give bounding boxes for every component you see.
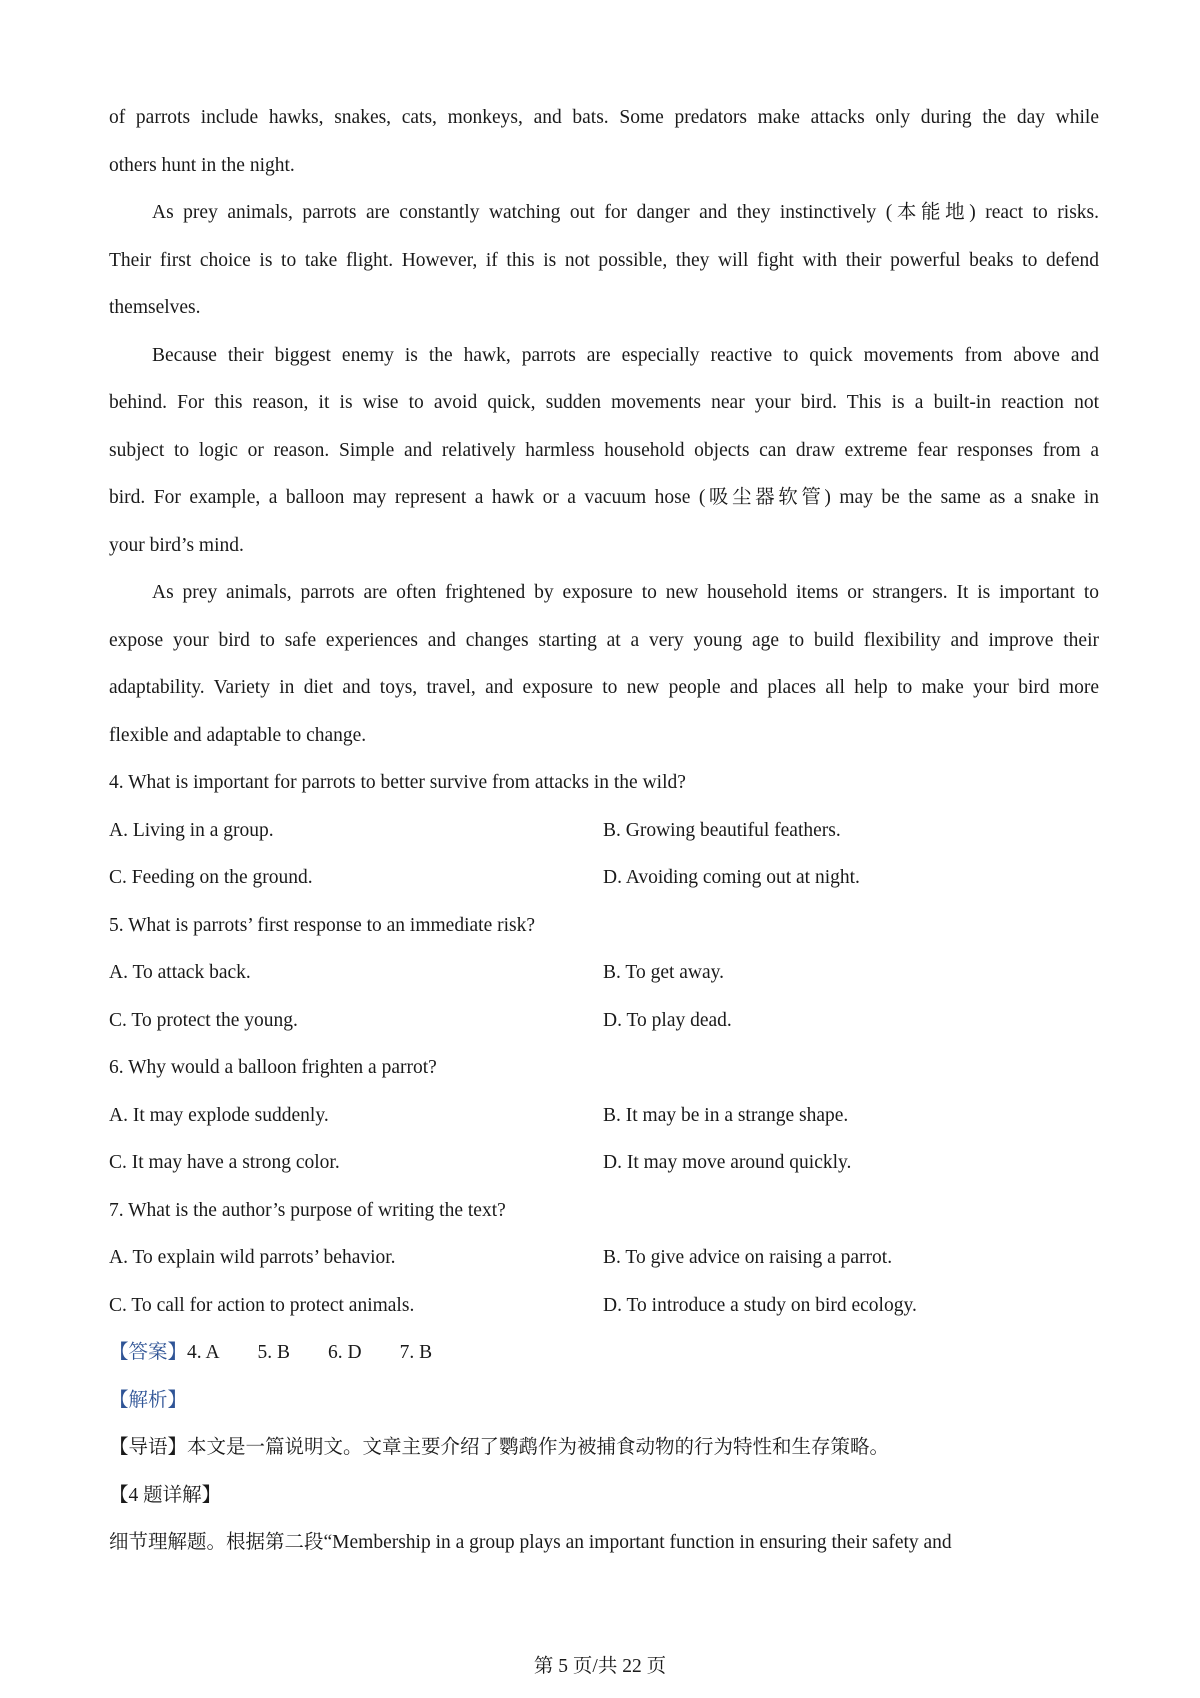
- option-row: [109, 807, 1099, 855]
- question-stem: 5. What is parrots’ first response to an immediate risk?: [109, 914, 536, 936]
- option-b: B. To get away.: [603, 962, 725, 983]
- paragraph-line: bird. For example, a balloon may represent a hawk or a vacuum hose (吸尘器软管) may be the same as a snake in: [109, 487, 1099, 508]
- option-c: C. To call for action to protect animals.: [109, 1294, 415, 1316]
- answer-line: [109, 1329, 1099, 1377]
- option-b: B. It may be in a strange shape.: [603, 1104, 849, 1126]
- question-stem: 6. Why would a balloon frighten a parrot?: [109, 1057, 437, 1078]
- option-row: [109, 1139, 1099, 1187]
- paragraph-line: As prey animals, parrots are constantly watching out for danger and they instinctively (本能地) react to risks.: [152, 202, 1099, 223]
- question-stem: 4. What is important for parrots to better survive from attacks in the wild?: [109, 772, 686, 793]
- paragraph-line: your bird’s mind.: [109, 534, 244, 556]
- answer-item: 4. A: [187, 1342, 220, 1363]
- option-c: C. To protect the young.: [109, 1009, 298, 1031]
- option-b: B. Growing beautiful feathers.: [603, 819, 841, 841]
- document-page: [109, 94, 1099, 1567]
- detail-text: 细节理解题。根据第二段“Membership in a group plays an important function in ensuring their safety and: [109, 1532, 952, 1553]
- option-d: D. Avoiding coming out at night.: [603, 867, 860, 888]
- paragraph-line: expose your bird to safe experiences and changes starting at a very young age to build flexibility and improve their: [109, 629, 1099, 651]
- option-d: D. To play dead.: [603, 1009, 732, 1031]
- option-row: [109, 1282, 1099, 1330]
- paragraph-line: flexible and adaptable to change.: [109, 724, 367, 746]
- answer-label: 【答案】: [109, 1342, 188, 1363]
- paragraph-line: Because their biggest enemy is the hawk, parrots are especially reactive to quick movements from above and: [152, 344, 1099, 366]
- option-row: [109, 997, 1099, 1045]
- paragraph-line: As prey animals, parrots are often frightened by exposure to new household items or strangers. It is important to: [152, 582, 1099, 603]
- analysis-label: 【解析】: [109, 1389, 188, 1411]
- option-row: [109, 1234, 1099, 1282]
- guide-text: 【导语】本文是一篇说明文。文章主要介绍了鹦鹉作为被捕食动物的行为特性和生存策略。: [109, 1437, 890, 1458]
- detail-heading: 【4 题详解】: [109, 1484, 222, 1506]
- option-a: A. To attack back.: [109, 962, 251, 983]
- option-row: [109, 1092, 1099, 1140]
- option-a: A. Living in a group.: [109, 819, 274, 841]
- option-a: A. It may explode suddenly.: [109, 1104, 329, 1126]
- page-footer: 第 5 页/共 22 页: [533, 1656, 667, 1677]
- answer-item: 7. B: [399, 1342, 433, 1363]
- option-a: A. To explain wild parrots’ behavior.: [109, 1247, 396, 1268]
- option-c: C. Feeding on the ground.: [109, 867, 313, 888]
- option-c: C. It may have a strong color.: [109, 1152, 340, 1173]
- option-row: [109, 854, 1099, 902]
- paragraph-line: subject to logic or reason. Simple and relatively harmless household objects can draw extreme fear responses from a: [109, 439, 1099, 461]
- option-d: D. It may move around quickly.: [603, 1152, 852, 1173]
- paragraph-line: themselves.: [109, 297, 201, 318]
- paragraph-line: Their first choice is to take flight. However, if this is not possible, they will fight with their powerful beaks to defend: [109, 249, 1099, 271]
- option-b: B. To give advice on raising a parrot.: [603, 1247, 893, 1268]
- option-d: D. To introduce a study on bird ecology.: [603, 1294, 917, 1316]
- paragraph-line: adaptability. Variety in diet and toys, travel, and exposure to new people and places all help to make your bird more: [109, 677, 1099, 698]
- paragraph-line: of parrots include hawks, snakes, cats, monkeys, and bats. Some predators make attacks only during the day while: [109, 107, 1099, 128]
- answer-item: 6. D: [328, 1342, 362, 1363]
- answer-item: 5. B: [257, 1342, 291, 1363]
- question-stem: 7. What is the author’s purpose of writing the text?: [109, 1199, 506, 1221]
- paragraph-line: others hunt in the night.: [109, 154, 295, 176]
- option-row: [109, 949, 1099, 997]
- paragraph-line: behind. For this reason, it is wise to avoid quick, sudden movements near your bird. This is a built-in reaction not: [109, 392, 1099, 413]
